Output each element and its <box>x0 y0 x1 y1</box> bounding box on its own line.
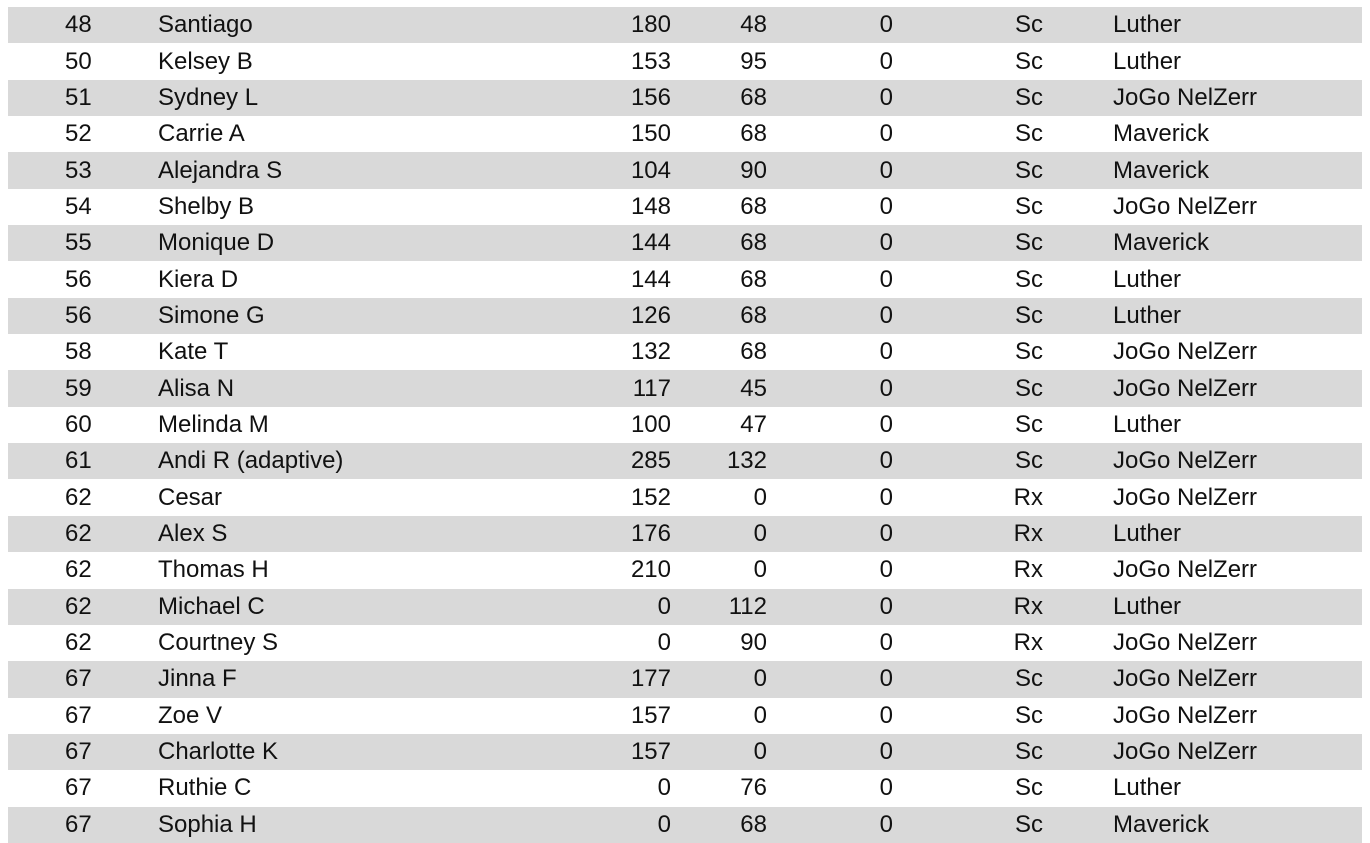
athlete-name-cell: Michael C <box>158 592 265 620</box>
rank-cell: 51 <box>65 83 92 111</box>
division-cell: Sc <box>1014 738 1043 766</box>
score-2-cell: 68 <box>740 229 767 257</box>
score-2-cell: 68 <box>740 120 767 148</box>
score-2-cell: 68 <box>740 192 767 220</box>
score-1-cell: 157 <box>630 701 671 729</box>
rank-cell: 56 <box>65 265 92 293</box>
rank-cell: 56 <box>65 301 92 329</box>
athlete-name-cell: Kiera D <box>158 265 239 293</box>
team-cell: JoGo NelZerr <box>1113 338 1258 366</box>
athlete-name-cell: Charlotte K <box>158 738 279 766</box>
division-cell: Sc <box>1014 374 1043 402</box>
division-cell: Rx <box>1013 629 1043 657</box>
score-3-cell: 0 <box>879 447 893 475</box>
score-2-cell: 68 <box>740 265 767 293</box>
team-cell: Luther <box>1113 301 1182 329</box>
table-row <box>8 661 1362 697</box>
athlete-name-cell: Kate T <box>158 338 229 366</box>
score-2-cell: 76 <box>740 774 767 802</box>
athlete-name-cell: Ruthie C <box>158 774 252 802</box>
score-3-cell: 0 <box>879 701 893 729</box>
table-row <box>8 261 1362 297</box>
rank-cell: 62 <box>65 629 92 657</box>
table-row <box>8 298 1362 334</box>
athlete-name-cell: Sophia H <box>158 810 257 838</box>
score-3-cell: 0 <box>879 229 893 257</box>
division-cell: Rx <box>1013 483 1043 511</box>
athlete-name-cell: Zoe V <box>158 701 223 729</box>
table-row <box>8 516 1362 552</box>
team-cell: Luther <box>1113 592 1182 620</box>
score-1-cell: 150 <box>630 120 671 148</box>
score-1-cell: 117 <box>632 374 671 402</box>
table-row <box>8 189 1362 225</box>
score-1-cell: 132 <box>630 338 671 366</box>
athlete-name-cell: Jinna F <box>158 665 237 693</box>
score-3-cell: 0 <box>879 483 893 511</box>
score-3-cell: 0 <box>879 374 893 402</box>
athlete-name-cell: Cesar <box>158 483 223 511</box>
division-cell: Sc <box>1014 701 1043 729</box>
division-cell: Sc <box>1014 301 1043 329</box>
rank-cell: 67 <box>65 774 92 802</box>
table-row <box>8 334 1362 370</box>
team-cell: JoGo NelZerr <box>1113 483 1258 511</box>
score-2-cell: 90 <box>740 629 767 657</box>
score-1-cell: 0 <box>657 592 671 620</box>
score-3-cell: 0 <box>879 156 893 184</box>
rank-cell: 54 <box>65 192 92 220</box>
rank-cell: 62 <box>65 592 92 620</box>
score-1-cell: 285 <box>630 447 671 475</box>
score-2-cell: 0 <box>753 738 767 766</box>
score-1-cell: 144 <box>630 229 671 257</box>
score-1-cell: 0 <box>657 629 671 657</box>
athlete-name-cell: Kelsey B <box>158 47 253 75</box>
score-3-cell: 0 <box>879 47 893 75</box>
rank-cell: 61 <box>65 447 92 475</box>
team-cell: JoGo NelZerr <box>1113 738 1258 766</box>
division-cell: Sc <box>1014 447 1043 475</box>
athlete-name-cell: Alejandra S <box>158 156 283 184</box>
score-3-cell: 0 <box>879 120 893 148</box>
rank-cell: 59 <box>65 374 92 402</box>
table-row <box>8 152 1362 188</box>
score-3-cell: 0 <box>879 192 893 220</box>
table-row <box>8 443 1362 479</box>
athlete-name-cell: Carrie A <box>158 120 245 148</box>
score-1-cell: 0 <box>657 810 671 838</box>
score-2-cell: 45 <box>740 374 767 402</box>
athlete-name-cell: Melinda M <box>158 410 269 438</box>
score-3-cell: 0 <box>879 665 893 693</box>
division-cell: Sc <box>1014 265 1043 293</box>
team-cell: Maverick <box>1113 229 1210 257</box>
score-1-cell: 144 <box>630 265 671 293</box>
score-1-cell: 176 <box>630 519 671 547</box>
score-2-cell: 48 <box>740 11 767 39</box>
score-2-cell: 0 <box>753 665 767 693</box>
division-cell: Sc <box>1014 774 1043 802</box>
score-3-cell: 0 <box>879 410 893 438</box>
score-2-cell: 0 <box>753 556 767 584</box>
score-1-cell: 157 <box>630 738 671 766</box>
athlete-name-cell: Monique D <box>158 229 275 257</box>
score-3-cell: 0 <box>879 556 893 584</box>
rank-cell: 52 <box>65 120 92 148</box>
division-cell: Rx <box>1013 592 1043 620</box>
team-cell: Luther <box>1113 47 1182 75</box>
score-1-cell: 180 <box>630 11 671 39</box>
division-cell: Sc <box>1014 665 1043 693</box>
score-2-cell: 95 <box>740 47 767 75</box>
table-row <box>8 479 1362 515</box>
score-3-cell: 0 <box>879 738 893 766</box>
team-cell: Luther <box>1113 519 1182 547</box>
rank-cell: 53 <box>65 156 92 184</box>
rank-cell: 58 <box>65 338 92 366</box>
athlete-name-cell: Simone G <box>158 301 265 329</box>
team-cell: JoGo NelZerr <box>1113 556 1258 584</box>
score-2-cell: 0 <box>753 519 767 547</box>
rank-cell: 62 <box>65 556 92 584</box>
score-1-cell: 126 <box>630 301 671 329</box>
rank-cell: 62 <box>65 519 92 547</box>
table-row <box>8 770 1362 806</box>
division-cell: Sc <box>1014 229 1043 257</box>
division-cell: Sc <box>1014 192 1043 220</box>
team-cell: JoGo NelZerr <box>1113 701 1258 729</box>
division-cell: Sc <box>1014 410 1043 438</box>
table-row <box>8 589 1362 625</box>
team-cell: JoGo NelZerr <box>1113 374 1258 402</box>
rank-cell: 48 <box>65 11 92 39</box>
table-row <box>8 80 1362 116</box>
score-2-cell: 68 <box>740 301 767 329</box>
division-cell: Sc <box>1014 338 1043 366</box>
score-2-cell: 68 <box>740 83 767 111</box>
score-1-cell: 210 <box>630 556 671 584</box>
score-3-cell: 0 <box>879 629 893 657</box>
score-3-cell: 0 <box>879 592 893 620</box>
division-cell: Sc <box>1014 83 1043 111</box>
table-row <box>8 43 1362 79</box>
division-cell: Sc <box>1014 120 1043 148</box>
score-2-cell: 68 <box>740 338 767 366</box>
team-cell: Luther <box>1113 410 1182 438</box>
team-cell: Maverick <box>1113 810 1210 838</box>
division-cell: Sc <box>1014 156 1043 184</box>
rank-cell: 67 <box>65 701 92 729</box>
leaderboard-table <box>8 7 1362 843</box>
score-3-cell: 0 <box>879 83 893 111</box>
table-row <box>8 807 1362 843</box>
athlete-name-cell: Santiago <box>158 11 253 39</box>
division-cell: Sc <box>1014 47 1043 75</box>
athlete-name-cell: Courtney S <box>158 629 279 657</box>
score-3-cell: 0 <box>879 519 893 547</box>
score-2-cell: 0 <box>753 701 767 729</box>
table-row <box>8 407 1362 443</box>
team-cell: Maverick <box>1113 156 1210 184</box>
rank-cell: 62 <box>65 483 92 511</box>
score-2-cell: 90 <box>740 156 767 184</box>
team-cell: Maverick <box>1113 120 1210 148</box>
rank-cell: 60 <box>65 410 92 438</box>
table-row <box>8 370 1362 406</box>
score-1-cell: 104 <box>630 156 671 184</box>
division-cell: Sc <box>1014 810 1043 838</box>
athlete-name-cell: Andi R (adaptive) <box>158 447 344 475</box>
table-row <box>8 552 1362 588</box>
team-cell: Luther <box>1113 774 1182 802</box>
score-1-cell: 152 <box>630 483 671 511</box>
score-3-cell: 0 <box>879 11 893 39</box>
table-row <box>8 625 1362 661</box>
team-cell: JoGo NelZerr <box>1113 447 1258 475</box>
table-row <box>8 225 1362 261</box>
rank-cell: 55 <box>65 229 92 257</box>
athlete-name-cell: Alisa N <box>158 374 235 402</box>
score-1-cell: 177 <box>630 665 671 693</box>
team-cell: JoGo NelZerr <box>1113 665 1258 693</box>
athlete-name-cell: Sydney L <box>158 83 259 111</box>
athlete-name-cell: Alex S <box>158 519 228 547</box>
score-2-cell: 132 <box>726 447 767 475</box>
rank-cell: 67 <box>65 810 92 838</box>
score-3-cell: 0 <box>879 338 893 366</box>
score-1-cell: 153 <box>630 47 671 75</box>
team-cell: JoGo NelZerr <box>1113 629 1258 657</box>
division-cell: Sc <box>1014 11 1043 39</box>
rank-cell: 67 <box>65 738 92 766</box>
score-3-cell: 0 <box>879 265 893 293</box>
score-1-cell: 148 <box>630 192 671 220</box>
division-cell: Rx <box>1013 556 1043 584</box>
table-row <box>8 698 1362 734</box>
score-1-cell: 156 <box>630 83 671 111</box>
score-2-cell: 0 <box>753 483 767 511</box>
score-1-cell: 100 <box>630 410 671 438</box>
score-2-cell: 47 <box>740 410 767 438</box>
rank-cell: 67 <box>65 665 92 693</box>
table-row <box>8 7 1362 43</box>
table-row <box>8 734 1362 770</box>
rank-cell: 50 <box>65 47 92 75</box>
athlete-name-cell: Thomas H <box>158 556 269 584</box>
athlete-name-cell: Shelby B <box>158 192 255 220</box>
team-cell: Luther <box>1113 11 1182 39</box>
division-cell: Rx <box>1013 519 1043 547</box>
score-3-cell: 0 <box>879 810 893 838</box>
score-3-cell: 0 <box>879 774 893 802</box>
score-2-cell: 68 <box>740 810 767 838</box>
table-row <box>8 116 1362 152</box>
team-cell: Luther <box>1113 265 1182 293</box>
score-3-cell: 0 <box>879 301 893 329</box>
score-2-cell: 112 <box>728 592 767 620</box>
team-cell: JoGo NelZerr <box>1113 192 1258 220</box>
score-1-cell: 0 <box>657 774 671 802</box>
team-cell: JoGo NelZerr <box>1113 83 1258 111</box>
